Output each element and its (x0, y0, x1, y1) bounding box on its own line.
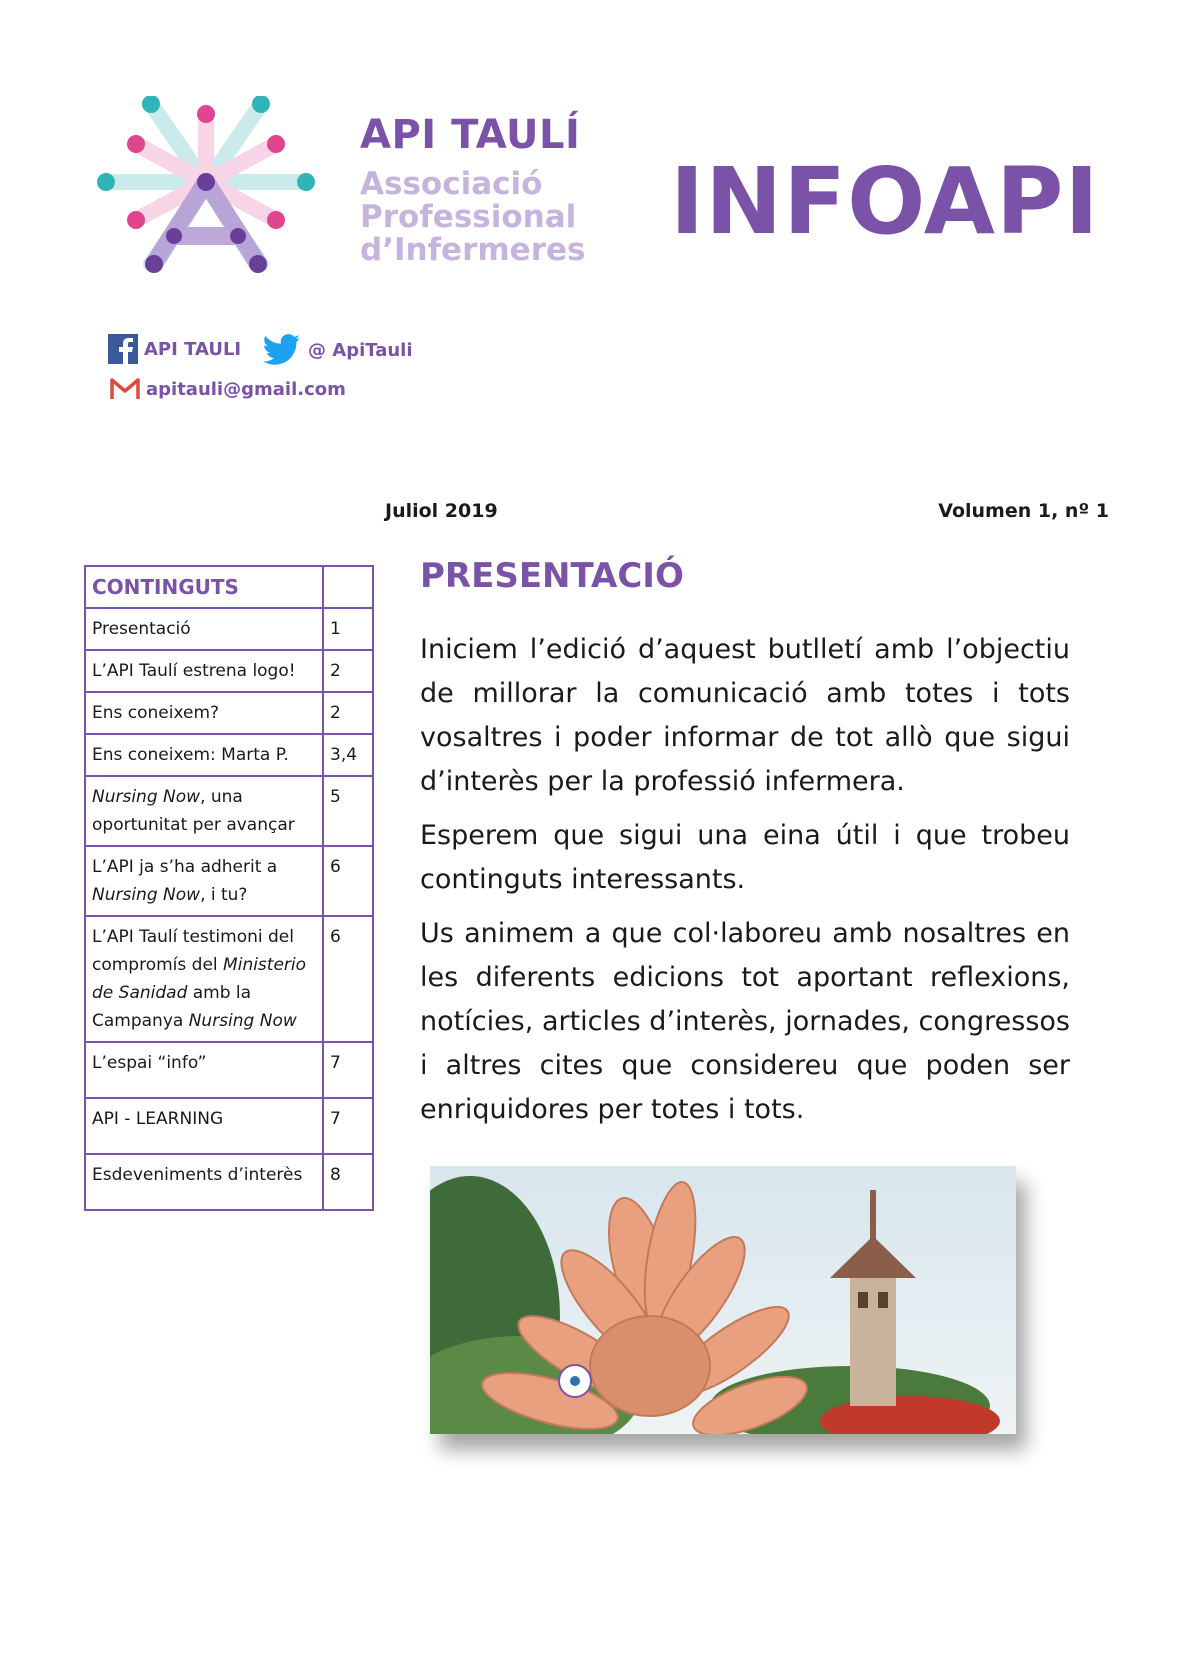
api-tauli-star-logo-icon (96, 96, 316, 286)
toc-title: Presentació (85, 608, 323, 650)
toc-title: L’API Taulí testimoni del compromís del Ministerio de Sanidad amb la Campanya Nursing Now (85, 916, 323, 1042)
toc-row[interactable] (85, 1098, 373, 1154)
facebook-icon (108, 334, 138, 364)
toc-row[interactable] (85, 692, 373, 734)
table-of-contents (84, 565, 374, 1211)
email-address: apitauli@gmail.com (146, 378, 346, 400)
toc-title: L’API Taulí estrena logo! (85, 650, 323, 692)
toc-title: L’espai “info” (85, 1042, 323, 1098)
toc-row[interactable] (85, 776, 373, 846)
gmail-icon (110, 378, 140, 400)
hands-and-tower-image (430, 1166, 1016, 1434)
toc-page: 7 (323, 1098, 373, 1154)
org-subtitle-line: Professional (360, 199, 577, 235)
toc-row[interactable] (85, 734, 373, 776)
toc-page: 1 (323, 608, 373, 650)
org-name: API TAULÍ (360, 112, 581, 158)
toc-row[interactable] (85, 1042, 373, 1098)
toc-row[interactable] (85, 846, 373, 916)
toc-title: L’API ja s’ha adherit a Nursing Now, i tu? (85, 846, 323, 916)
toc-title: Ens coneixem: Marta P. (85, 734, 323, 776)
hands-photo (430, 1166, 1016, 1434)
toc-page: 3,4 (323, 734, 373, 776)
org-subtitle-line: d’Infermeres (360, 232, 586, 268)
toc-page: 7 (323, 1042, 373, 1098)
article-paragraph: Us animem a que col·laboreu amb nosaltres en les diferents edicions tot aportant reflexions, notícies, articles d’interès, jornades, congressos i altres cites que considereu que poden ser enriquidores per totes i tots. (420, 918, 1070, 1125)
issue-volume: Volumen 1, nº 1 (938, 500, 1109, 522)
toc-row[interactable] (85, 916, 373, 1042)
facebook-link[interactable] (108, 334, 241, 364)
toc-page: 8 (323, 1154, 373, 1210)
section-title: PRESENTACIÓ (420, 556, 684, 596)
toc-header-row (85, 566, 373, 608)
toc-header-blank (323, 566, 373, 608)
article-body (420, 628, 1070, 1142)
issue-date: Juliol 2019 (385, 500, 498, 522)
toc-row[interactable] (85, 1154, 373, 1210)
toc-page: 5 (323, 776, 373, 846)
toc-page: 6 (323, 846, 373, 916)
newsletter-title: INFOAPI (670, 148, 1100, 255)
toc-page: 2 (323, 650, 373, 692)
twitter-handle: @ ApiTauli (308, 339, 413, 361)
article-paragraph: Esperem que sigui una eina útil i que trobeu continguts interessants. (420, 820, 1070, 895)
toc-row[interactable] (85, 608, 373, 650)
facebook-handle: API TAULI (144, 338, 242, 360)
toc-title: Esdeveniments d’interès (85, 1154, 323, 1210)
org-subtitle-line: Associació (360, 166, 543, 202)
org-subtitle (360, 168, 585, 267)
article-paragraph: Iniciem l’edició d’aquest butlletí amb l’objectiu de millorar la comunicació amb totes i tots vosaltres i poder informar de tot allò que sigui d’interès per la professió infermera. (420, 634, 1070, 797)
toc-page: 6 (323, 916, 373, 1042)
twitter-icon (262, 334, 302, 366)
toc-row[interactable] (85, 650, 373, 692)
toc-page: 2 (323, 692, 373, 734)
twitter-link[interactable] (262, 334, 413, 366)
toc-title: Ens coneixem? (85, 692, 323, 734)
email-link[interactable] (110, 378, 346, 400)
toc-title: API - LEARNING (85, 1098, 323, 1154)
toc-title: Nursing Now, una oportunitat per avançar (85, 776, 323, 846)
toc-heading: CONTINGUTS (85, 566, 323, 608)
